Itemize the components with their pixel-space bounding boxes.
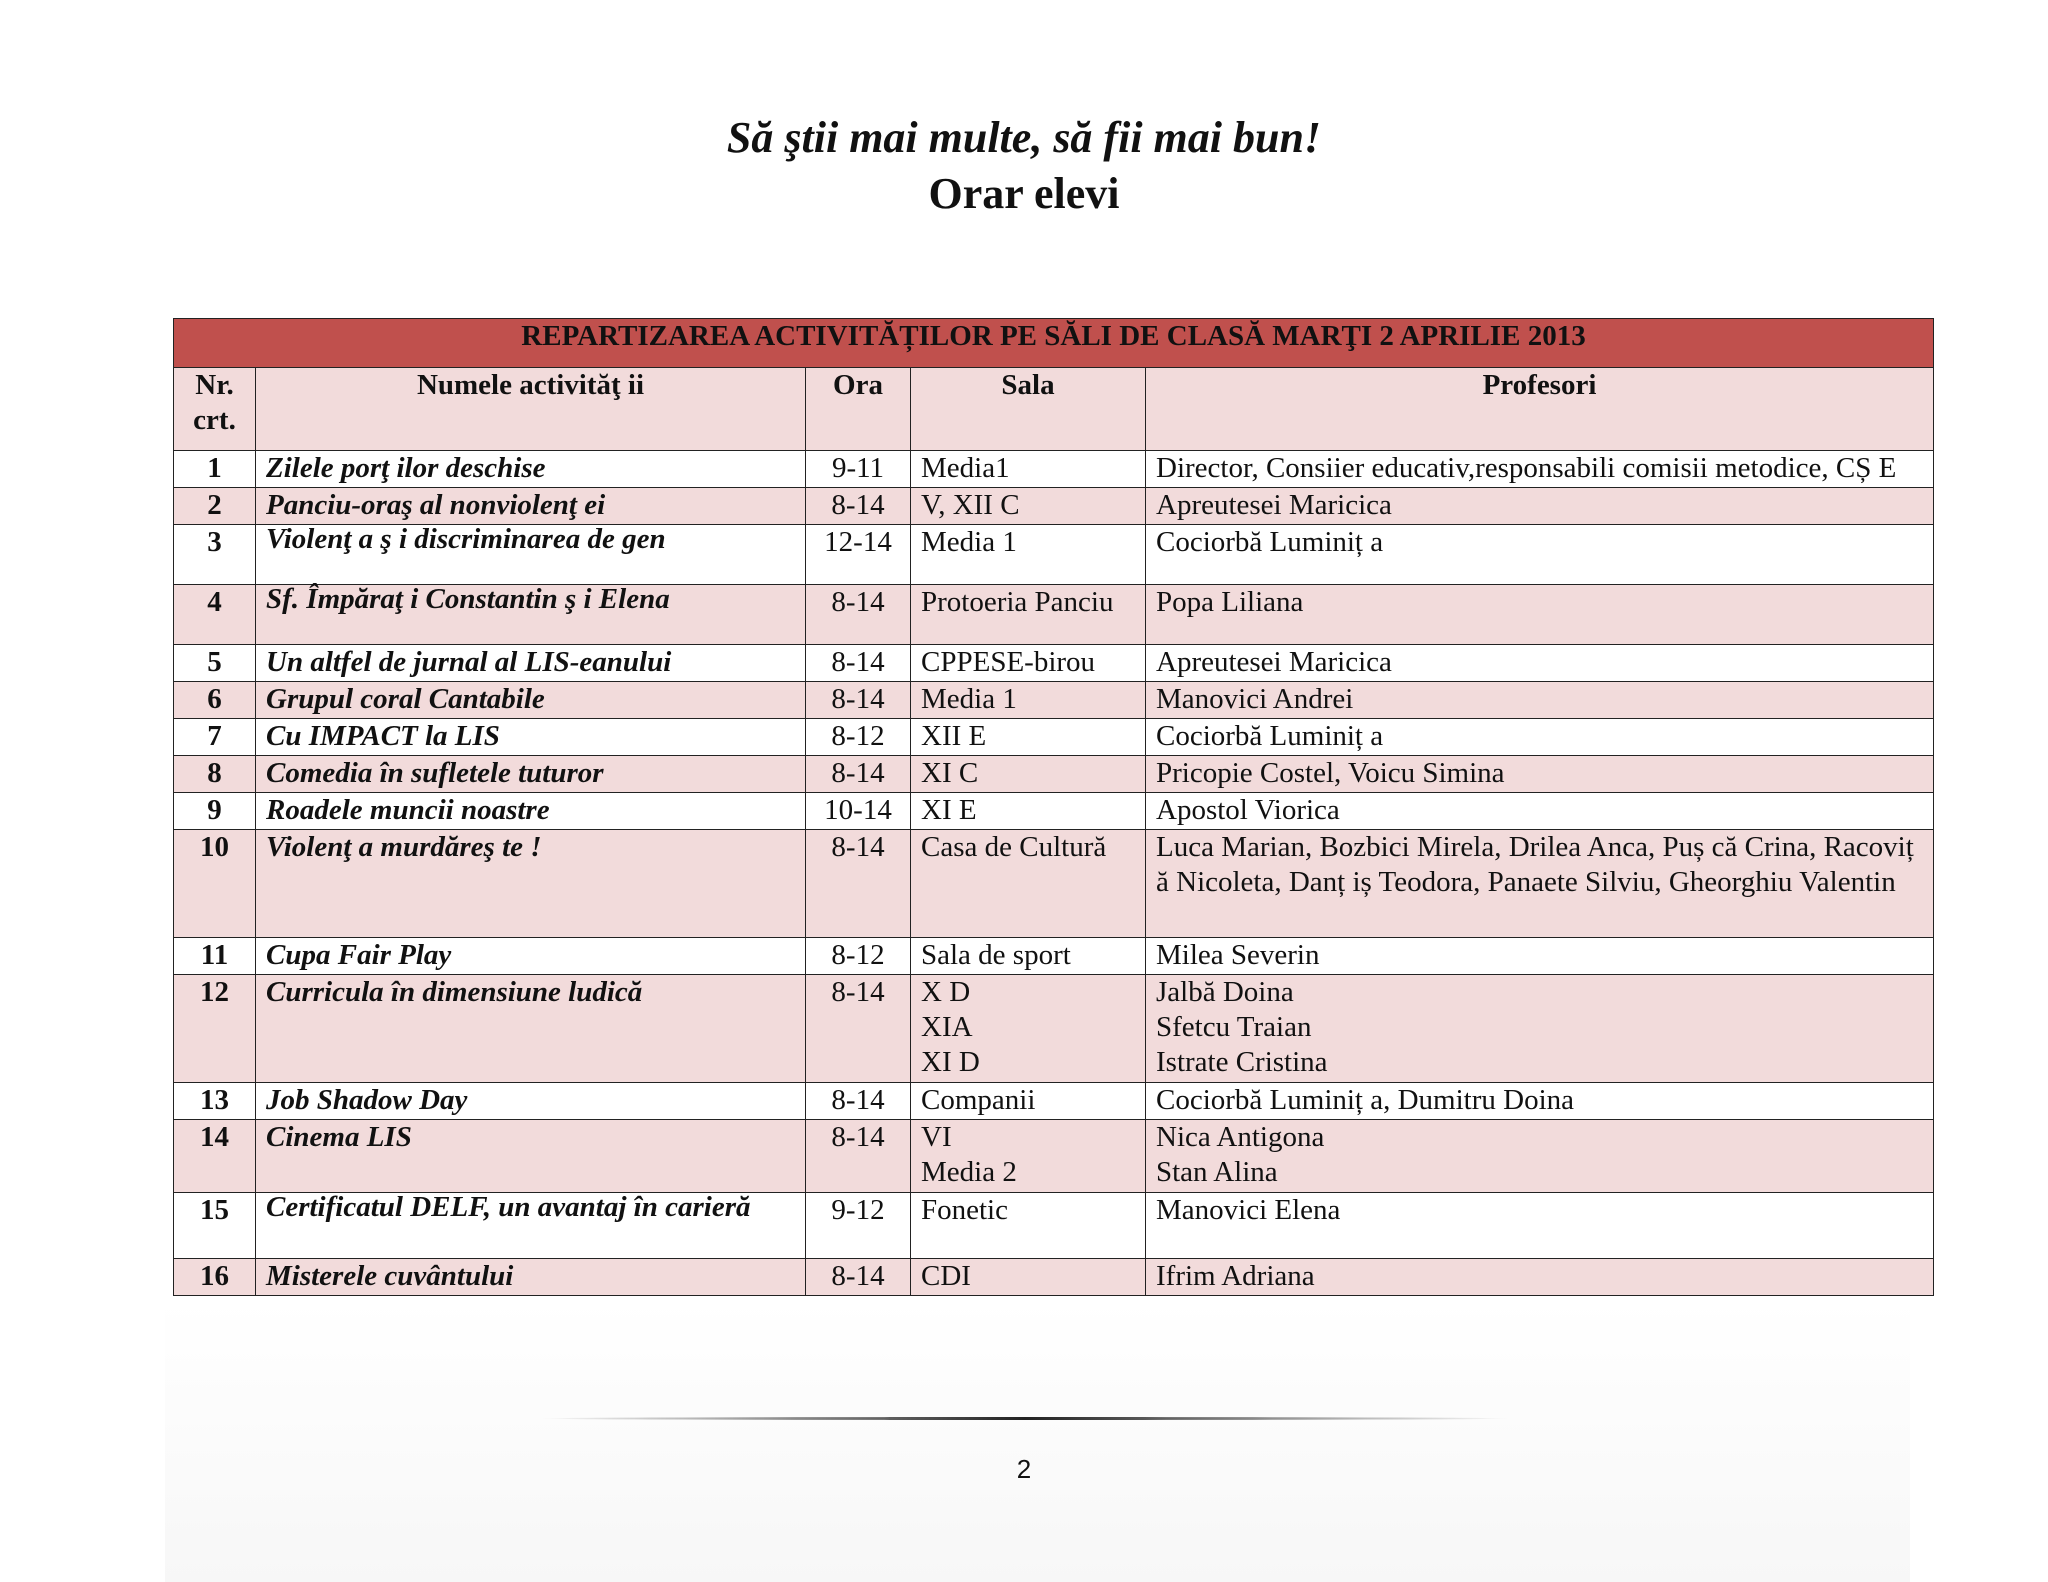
teacher-line: Milea Severin: [1156, 939, 1320, 971]
activity-room: [911, 938, 1146, 975]
activity-room: [911, 645, 1146, 682]
activity-name: Roadele muncii noastre: [256, 793, 806, 830]
room-line: XII E: [921, 720, 987, 752]
room-line: VI: [921, 1121, 952, 1153]
row-number: 3: [174, 525, 256, 585]
row-number: 6: [174, 682, 256, 719]
teacher-line: Cociorbă Luminiț a, Dumitru Doina: [1156, 1084, 1575, 1116]
table-row: [174, 1193, 1934, 1259]
activity-time: 8-14: [806, 975, 911, 1083]
activity-room: [911, 975, 1146, 1083]
room-line: XI E: [921, 794, 977, 826]
table-row: [174, 1083, 1934, 1120]
teacher-line: Ifrim Adriana: [1156, 1260, 1315, 1292]
activity-name: Zilele porţ ilor deschise: [256, 451, 806, 488]
table-row: [174, 585, 1934, 645]
activity-name: Certificatul DELF, un avantaj în carieră: [256, 1193, 806, 1259]
table-row: [174, 645, 1934, 682]
room-line: Casa de Cultură: [921, 831, 1107, 863]
activity-teachers: [1146, 525, 1934, 585]
room-line: Media 2: [921, 1156, 1017, 1188]
teacher-line: Stan Alina: [1156, 1156, 1278, 1188]
activity-time: 9-12: [806, 1193, 911, 1259]
room-line: XI C: [921, 757, 979, 789]
activity-teachers: [1146, 756, 1934, 793]
teacher-line: Apreutesei Maricica: [1156, 646, 1392, 678]
activity-room: [911, 1259, 1146, 1296]
activity-room: [911, 488, 1146, 525]
teacher-line: Jalbă Doina: [1156, 976, 1294, 1008]
table-row: [174, 793, 1934, 830]
footer-divider: [540, 1417, 1510, 1420]
activity-name: Sf. Împăraţ i Constantin ş i Elena: [256, 585, 806, 645]
activity-teachers: [1146, 1193, 1934, 1259]
activity-room: [911, 585, 1146, 645]
activity-room: [911, 1193, 1146, 1259]
activity-room: [911, 525, 1146, 585]
row-number: 7: [174, 719, 256, 756]
table-row: [174, 756, 1934, 793]
teacher-line: Luca Marian, Bozbici Mirela, Drilea Anca, Puș că Crina, Racoviț ă Nicoleta, Danț iș Teodora, Panaete Silviu, Gheorghiu Valentin: [1156, 831, 1914, 898]
activity-time: 10-14: [806, 793, 911, 830]
activity-time: 8-14: [806, 682, 911, 719]
activity-time: 8-12: [806, 719, 911, 756]
row-number: 16: [174, 1259, 256, 1296]
activity-name: Job Shadow Day: [256, 1083, 806, 1120]
teacher-line: Manovici Elena: [1156, 1194, 1341, 1226]
table-row: [174, 525, 1934, 585]
teacher-line: Director, Consiier educativ,responsabili comisii metodice, CȘ E: [1156, 452, 1897, 484]
teacher-line: Apostol Viorica: [1156, 794, 1340, 826]
room-line: X D: [921, 976, 971, 1008]
row-number: 9: [174, 793, 256, 830]
activity-teachers: [1146, 938, 1934, 975]
page-subtitle: Orar elevi: [928, 169, 1120, 218]
room-line: Media1: [921, 452, 1010, 484]
activity-time: 12-14: [806, 525, 911, 585]
teacher-line: Istrate Cristina: [1156, 1046, 1328, 1078]
activity-teachers: [1146, 488, 1934, 525]
teacher-line: Cociorbă Luminiț a: [1156, 720, 1384, 752]
room-line: CPPESE-birou: [921, 646, 1096, 678]
row-number: 13: [174, 1083, 256, 1120]
teacher-line: Sfetcu Traian: [1156, 1011, 1312, 1043]
room-line: Media 1: [921, 683, 1017, 715]
room-line: V, XII C: [921, 489, 1020, 521]
table-row: [174, 938, 1934, 975]
room-line: Media 1: [921, 526, 1017, 558]
room-line: CDI: [921, 1260, 971, 1292]
activity-teachers: [1146, 1259, 1934, 1296]
activity-name: Violenţ a ş i discriminarea de gen: [256, 525, 806, 585]
table-header-row: [174, 368, 1934, 451]
activity-name: Curricula în dimensiune ludică: [256, 975, 806, 1083]
activity-name: Misterele cuvântului: [256, 1259, 806, 1296]
table-row: [174, 682, 1934, 719]
room-line: XIA: [921, 1011, 973, 1043]
column-header-nr: Nr. crt.: [174, 368, 256, 451]
activity-teachers: [1146, 1120, 1934, 1193]
activity-teachers: [1146, 585, 1934, 645]
teacher-line: Cociorbă Luminiț a: [1156, 526, 1384, 558]
page-shade: [165, 1300, 1910, 1582]
table-row: [174, 830, 1934, 938]
room-line: XI D: [921, 1046, 980, 1078]
row-number: 10: [174, 830, 256, 938]
teacher-line: Popa Liliana: [1156, 586, 1304, 618]
table-row: [174, 1259, 1934, 1296]
activity-room: [911, 1120, 1146, 1193]
table-row: [174, 451, 1934, 488]
activity-time: 8-14: [806, 756, 911, 793]
activity-name: Panciu-oraş al nonviolenţ ei: [256, 488, 806, 525]
activity-name: Cinema LIS: [256, 1120, 806, 1193]
activity-name: Cupa Fair Play: [256, 938, 806, 975]
row-number: 8: [174, 756, 256, 793]
activity-name: Comedia în sufletele tuturor: [256, 756, 806, 793]
room-line: Protoeria Panciu: [921, 586, 1114, 618]
activity-time: 8-14: [806, 645, 911, 682]
activity-teachers: [1146, 830, 1934, 938]
activity-teachers: [1146, 793, 1934, 830]
room-line: Companii: [921, 1084, 1036, 1116]
activity-time: 8-14: [806, 830, 911, 938]
activity-time: 8-14: [806, 1120, 911, 1193]
activity-room: [911, 756, 1146, 793]
activity-teachers: [1146, 645, 1934, 682]
page-number: 2: [1016, 1454, 1032, 1484]
activity-time: 8-14: [806, 1083, 911, 1120]
activity-time: 8-12: [806, 938, 911, 975]
activity-time: 9-11: [806, 451, 911, 488]
activity-teachers: [1146, 682, 1934, 719]
schedule-rows: [174, 451, 1934, 1296]
table-row: [174, 975, 1934, 1083]
teacher-line: Apreutesei Maricica: [1156, 489, 1392, 521]
room-line: Fonetic: [921, 1194, 1008, 1226]
row-number: 2: [174, 488, 256, 525]
row-number: 15: [174, 1193, 256, 1259]
column-header-ora: Ora: [806, 368, 911, 451]
activity-room: [911, 793, 1146, 830]
column-header-sala: Sala: [911, 368, 1146, 451]
activity-room: [911, 682, 1146, 719]
row-number: 5: [174, 645, 256, 682]
table-title: REPARTIZAREA ACTIVITĂȚILOR PE SĂLI DE CLASĂ MARŢI 2 APRILIE 2013: [174, 319, 1934, 368]
activity-name: Cu IMPACT la LIS: [256, 719, 806, 756]
activity-room: [911, 719, 1146, 756]
table-row: [174, 488, 1934, 525]
activity-teachers: [1146, 451, 1934, 488]
activity-time: 8-14: [806, 585, 911, 645]
row-number: 12: [174, 975, 256, 1083]
activity-room: [911, 1083, 1146, 1120]
activity-room: [911, 830, 1146, 938]
activity-time: 8-14: [806, 1259, 911, 1296]
table-row: [174, 1120, 1934, 1193]
activity-name: Violenţ a murdăreş te !: [256, 830, 806, 938]
teacher-line: Manovici Andrei: [1156, 683, 1354, 715]
row-number: 14: [174, 1120, 256, 1193]
activity-teachers: [1146, 1083, 1934, 1120]
teacher-line: Nica Antigona: [1156, 1121, 1325, 1153]
schedule-table: [173, 318, 1934, 1296]
table-title-row: [174, 319, 1934, 368]
activity-room: [911, 451, 1146, 488]
column-header-activity: Numele activităţ ii: [256, 368, 806, 451]
row-number: 1: [174, 451, 256, 488]
activity-time: 8-14: [806, 488, 911, 525]
teacher-line: Pricopie Costel, Voicu Simina: [1156, 757, 1505, 789]
table-row: [174, 719, 1934, 756]
row-number: 4: [174, 585, 256, 645]
activity-name: Un altfel de jurnal al LIS-eanului: [256, 645, 806, 682]
room-line: Sala de sport: [921, 939, 1071, 971]
activity-teachers: [1146, 719, 1934, 756]
activity-teachers: [1146, 975, 1934, 1083]
activity-name: Grupul coral Cantabile: [256, 682, 806, 719]
column-header-profesori: Profesori: [1146, 368, 1934, 451]
motto-title: Să ştii mai multe, să fii mai bun!: [726, 113, 1322, 162]
row-number: 11: [174, 938, 256, 975]
